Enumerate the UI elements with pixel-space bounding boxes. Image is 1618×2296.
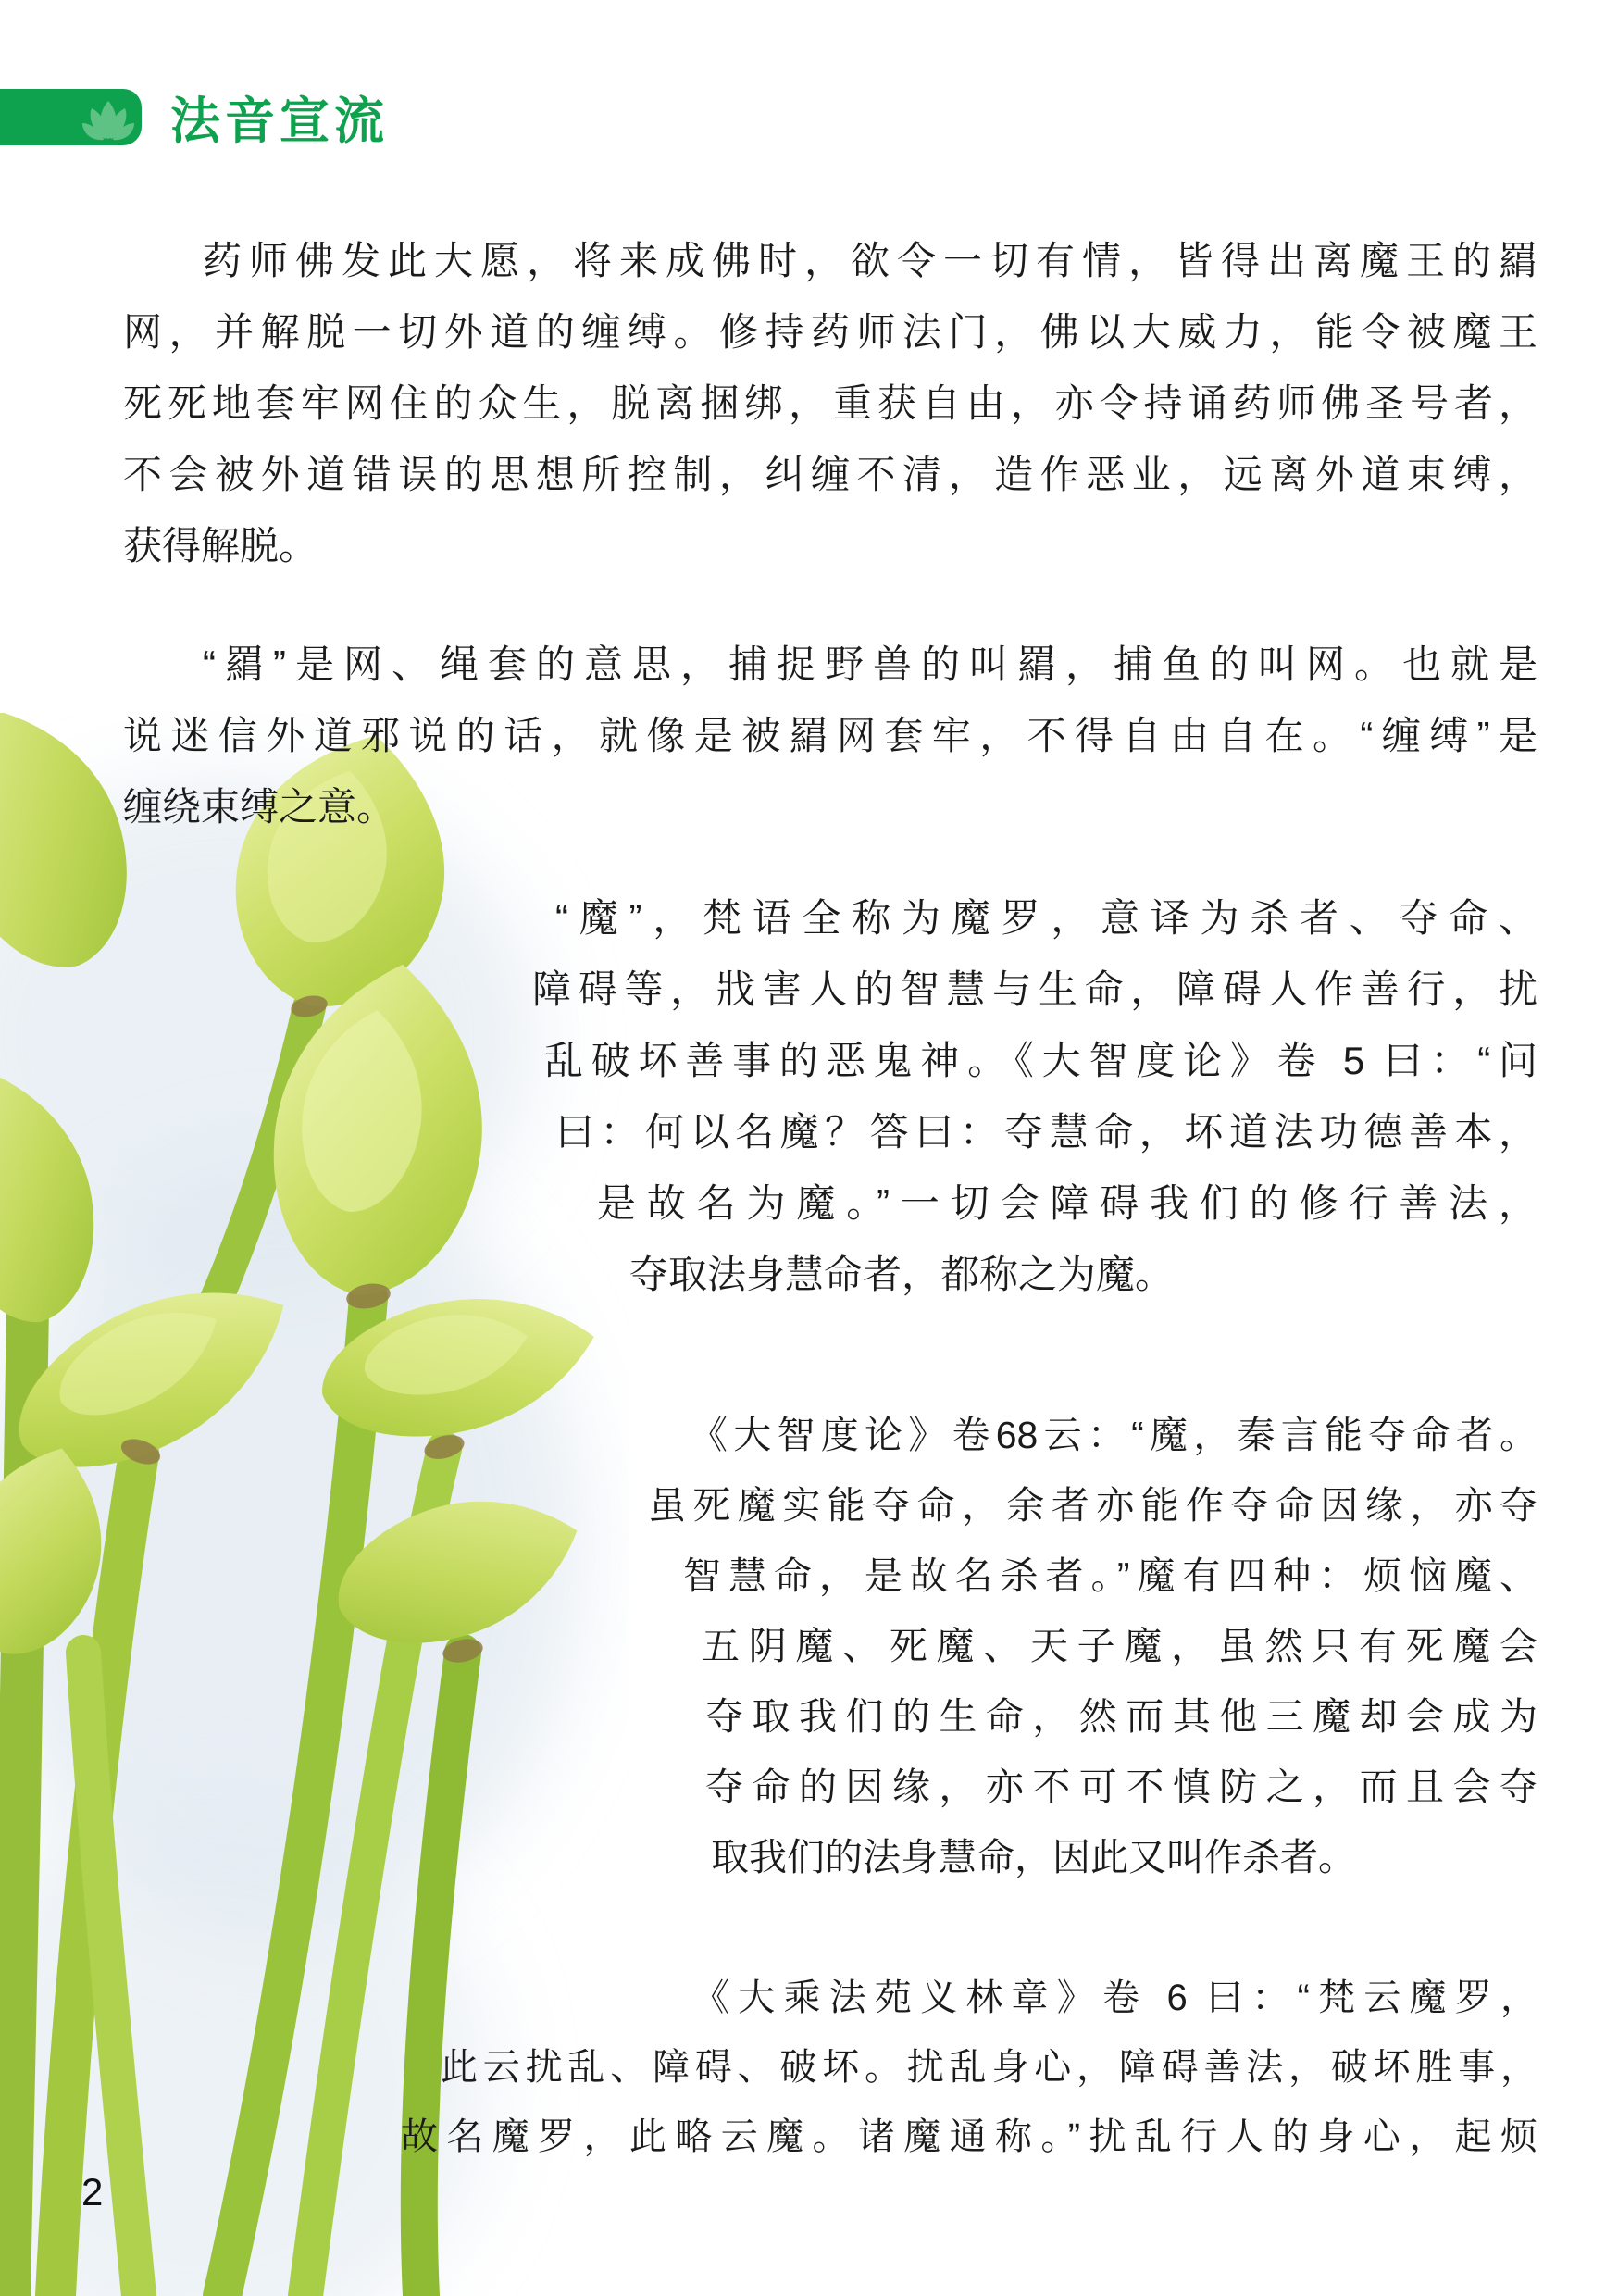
paragraph-4-line-2: 虽死魔实能夺命，余者亦能作夺命因缘，亦夺 — [648, 1484, 1537, 1527]
paragraph-4-line-6: 夺命的因缘，亦不可不慎防之，而且会夺 — [705, 1766, 1537, 1808]
lotus-icon — [81, 95, 136, 142]
paragraph-3-line-6: 夺取法身慧命者，都称之为魔。 — [629, 1253, 1175, 1296]
paragraph-1-line-1: 药师佛发此大愿，将来成佛时，欲令一切有情，皆得出离魔王的羂 — [203, 239, 1537, 282]
paragraph-4-line-5: 夺取我们的生命，然而其他三魔却会成为 — [705, 1695, 1537, 1738]
paragraph-1-line-5: 获得解脱。 — [123, 524, 318, 568]
paragraph-1-line-2: 网，并解脱一切外道的缠缚。修持药师法门，佛以大威力，能令被魔王 — [123, 310, 1537, 354]
paragraph-5-line-1: 《大乘法苑义林章》卷 6 曰：“梵云魔罗， — [692, 1978, 1537, 2018]
paragraph-3-line-5: 是故名为魔。”一切会障碍我们的修行善法， — [597, 1181, 1537, 1225]
paragraph-4-line-3: 智慧命，是故名杀者。”魔有四种：烦恼魔、 — [683, 1554, 1537, 1597]
brand-band — [0, 89, 142, 145]
paragraph-2-line-2: 说迷信外道邪说的话，就像是被羂网套牢，不得自由自在。“缠缚”是 — [123, 714, 1537, 757]
page-number: 2 — [81, 2170, 104, 2214]
paragraph-1-line-4: 不会被外道错误的思想所控制，纠缠不清，造作恶业，远离外道束缚， — [123, 453, 1537, 496]
paragraph-3-line-4: 曰：何以名魔？答曰：夺慧命，坏道法功德善本， — [555, 1110, 1537, 1154]
paragraph-2-line-3: 缠绕束缚之意。 — [123, 785, 396, 829]
paragraph-5-line-3: 故名魔罗，此略云魔。诸魔通称。”扰乱行人的身心，起烦 — [401, 2116, 1537, 2157]
paragraph-2-line-1: “羂”是网、绳套的意思，捕捉野兽的叫羂，捕鱼的叫网。也就是 — [203, 643, 1537, 686]
paragraph-4-line-7: 取我们的法身慧命，因此又叫作杀者。 — [711, 1836, 1356, 1878]
paragraph-4-line-4: 五阴魔、死魔、天子魔，虽然只有死魔会 — [702, 1625, 1537, 1667]
paragraph-3-line-1: “魔”，梵语全称为魔罗，意译为杀者、夺命、 — [555, 896, 1537, 940]
paragraph-3-line-3: 乱破坏善事的恶鬼神。《大智度论》卷 5 曰：“问 — [544, 1039, 1537, 1082]
brand-title: 法音宣流 — [170, 94, 389, 149]
paragraph-1-line-3: 死死地套牢网住的众生，脱离捆绑，重获自由，亦令持诵药师佛圣号者， — [123, 381, 1537, 425]
paragraph-3-line-2: 障碍等，戕害人的智慧与生命，障碍人作善行，扰 — [532, 967, 1537, 1011]
paragraph-5-line-2: 此云扰乱、障碍、破坏。扰乱身心，障碍善法，破坏胜事， — [441, 2047, 1537, 2088]
paragraph-4-line-1: 《大智度论》卷68云：“魔，秦言能夺命者。 — [690, 1414, 1537, 1456]
